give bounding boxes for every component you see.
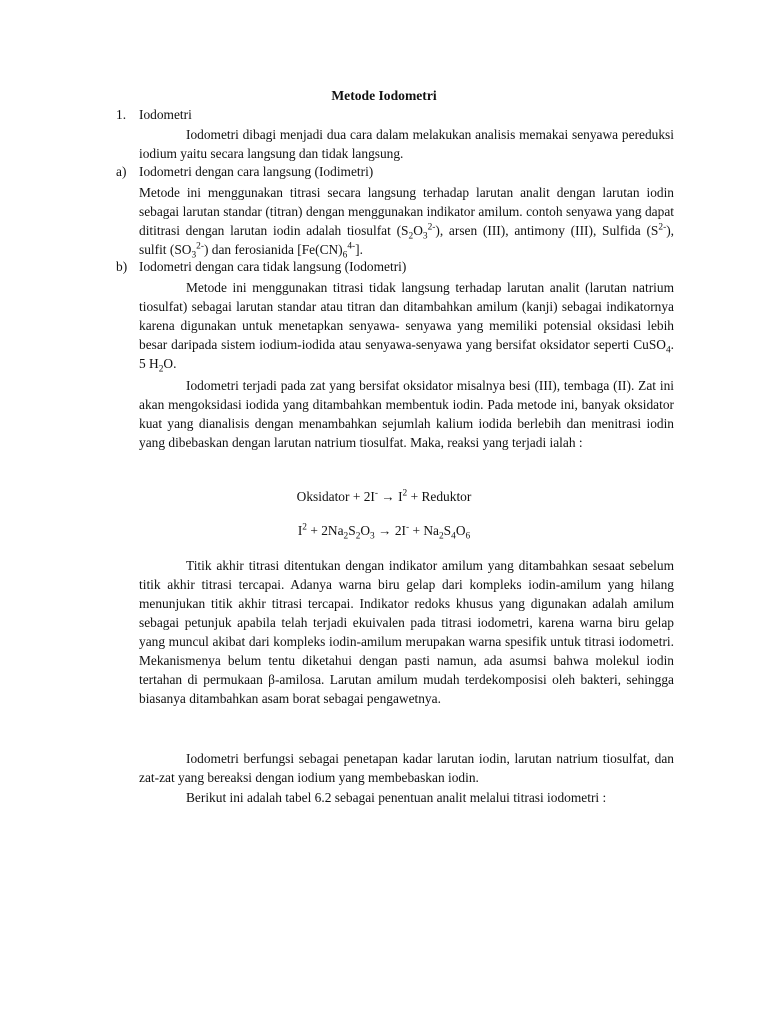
paragraph-intro: Iodometri dibagi menjadi dua cara dalam melakukan analisis memakai senyawa pereduksi iodium yaitu secara langsung dan tidak langsung. <box>139 127 674 162</box>
item-b-heading: Iodometri dengan cara tidak langsung (Iodometri) <box>139 259 407 274</box>
page-title: Metode Iodometri <box>331 88 437 103</box>
item-a-heading: Iodometri dengan cara langsung (Iodimetri) <box>139 164 374 179</box>
paragraph-titik-akhir: Titik akhir titrasi ditentukan dengan indikator amilum yang ditambahkan sesaat sebelum titik akhir titrasi tercapai. Adanya warna biru gelap dari kompleks iodin-amilum yang hilang menunjukan titik akhir titrasi tercapai. Indikator redoks khusus yang digunakan adalah amilum sebagai petunjuk apabila telah terjadi ekuivalen pada titrasi iodometri, karena warna biru gelap yang muncul akibat dari kompleks iodin-amilum merupakan warna spesifik untuk titrasi iodometri. Mekanismenya belum tentu diketahui dengan pasti namun, ada asumsi bahwa molekul iodin tertahan di permukaan β-amilosa. Larutan amilum mudah terdekomposisi oleh bakteri, sehingga biasanya ditambahkan asam borat sebagai pengawetnya. <box>139 558 674 707</box>
paragraph-fungsi: Iodometri berfungsi sebagai penetapan kadar larutan iodin, larutan natrium tiosulfat, dan zat-zat yang bereaksi dengan iodium yang membebaskan iodin. <box>139 751 674 786</box>
paragraph-oksidator: Iodometri terjadi pada zat yang bersifat oksidator misalnya besi (III), tembaga (II). Zat ini akan mengoksidasi iodida yang ditambahkan membentuk iodin. Pada metode ini, banyak oksidator kuat yang dianalisis dengan menambahkan sejumlah kalium iodida berlebih dan menitrasi iodin yang dibebaskan dengan larutan natrium tiosulfat. Maka, reaksi yang terjadi ialah : <box>139 378 674 451</box>
item-1-number: 1. <box>116 107 127 122</box>
item-a-number: a) <box>116 164 127 179</box>
reaction-equation-2: $I^2 + 2Na_2S_2O_3 \to 2I^- + Na_2S_4O_6$ <box>297 522 471 542</box>
paragraph-iodometri: Metode ini menggunakan titrasi tidak langsung terhadap larutan analit (larutan natrium tiosulfat) sebagai larutan standar atau titran dan ditambahkan amilum (kanji) sebagai indikatornya karena digunakan untuk menetapkan senyawa- senyawa yang memiliki potensial oksidasi lebih besar daripada sistem iodium-iodida atau senyawa-senyawa yang bersifat oksidator seperti CuSO$_4$. 5 $H_2O$. <box>139 280 674 375</box>
item-b-number: b) <box>116 259 128 274</box>
paragraph-iodimetri: Metode ini menggunakan titrasi secara langsung terhadap larutan analit dengan larutan iodin sebagai larutan standar (titran) dengan menggunakan indikator amilum. contoh senyawa yang dapat dititrasi dengan larutan iodin adalah tiosulfat $(S_2O_3^{2-})$, arsen (III), antimony (III), Sulfida $(S^{2-})$, sulfit $(SO_3^{2-})$ dan ferosianida $[Fe(CN)_6^{4-}]$. <box>139 185 674 261</box>
reaction-equation-1: Oksidator + $2I^- \to I^2$ + Reduktor <box>296 488 472 504</box>
item-1-heading: Iodometri <box>139 107 192 122</box>
paragraph-tabel: Berikut ini adalah tabel 6.2 sebagai penentuan analit melalui titrasi iodometri : <box>186 790 607 805</box>
